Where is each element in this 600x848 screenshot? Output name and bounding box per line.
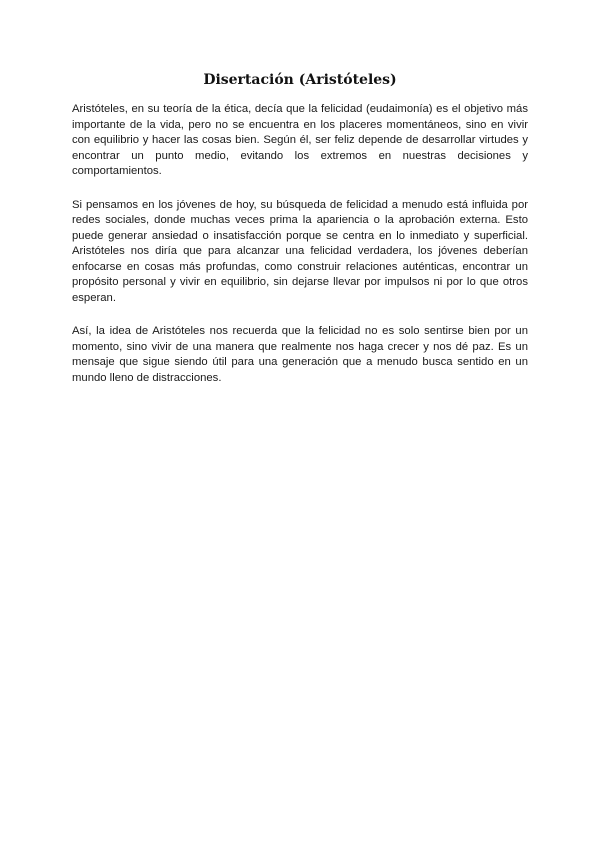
document-title: Disertación (Aristóteles) — [203, 72, 397, 88]
paragraph-3: Así, la idea de Aristóteles nos recuerda que la felicidad no es solo sentirse bien por un momento, sino vivir de una manera que realmente nos haga crecer y nos dé paz. Es un mensaje que sigue siendo útil para una generación que a menudo busca sentido en un mundo lleno de distracciones. — [72, 325, 528, 384]
document-body — [72, 102, 528, 404]
paragraph-2: Si pensamos en los jóvenes de hoy, su búsqueda de felicidad a menudo está influida por redes sociales, donde muchas veces prima la apariencia o la aprobación externa. Esto puede generar ansiedad o insatisfacción porque se centra en lo inmediato y superficial. Aristóteles nos diría que para alcanzar una felicidad verdadera, los jóvenes deberían enfocarse en cosas más profundas, como construir relaciones auténticas, encontrar un propósito personal y vivir en equilibrio, sin dejarse llevar por impulsos ni por lo que otros esperan. — [72, 198, 528, 304]
paragraph-1: Aristóteles, en su teoría de la ética, decía que la felicidad (eudaimonía) es el objetivo más importante de la vida, pero no se encuentra en los placeres momentáneos, sino en vivir con equilibrio y hacer las cosas bien. Según él, ser feliz depende de desarrollar virtudes y encontrar un punto medio, evitando los extremos en nuestras decisiones y comportamientos. — [72, 103, 528, 177]
